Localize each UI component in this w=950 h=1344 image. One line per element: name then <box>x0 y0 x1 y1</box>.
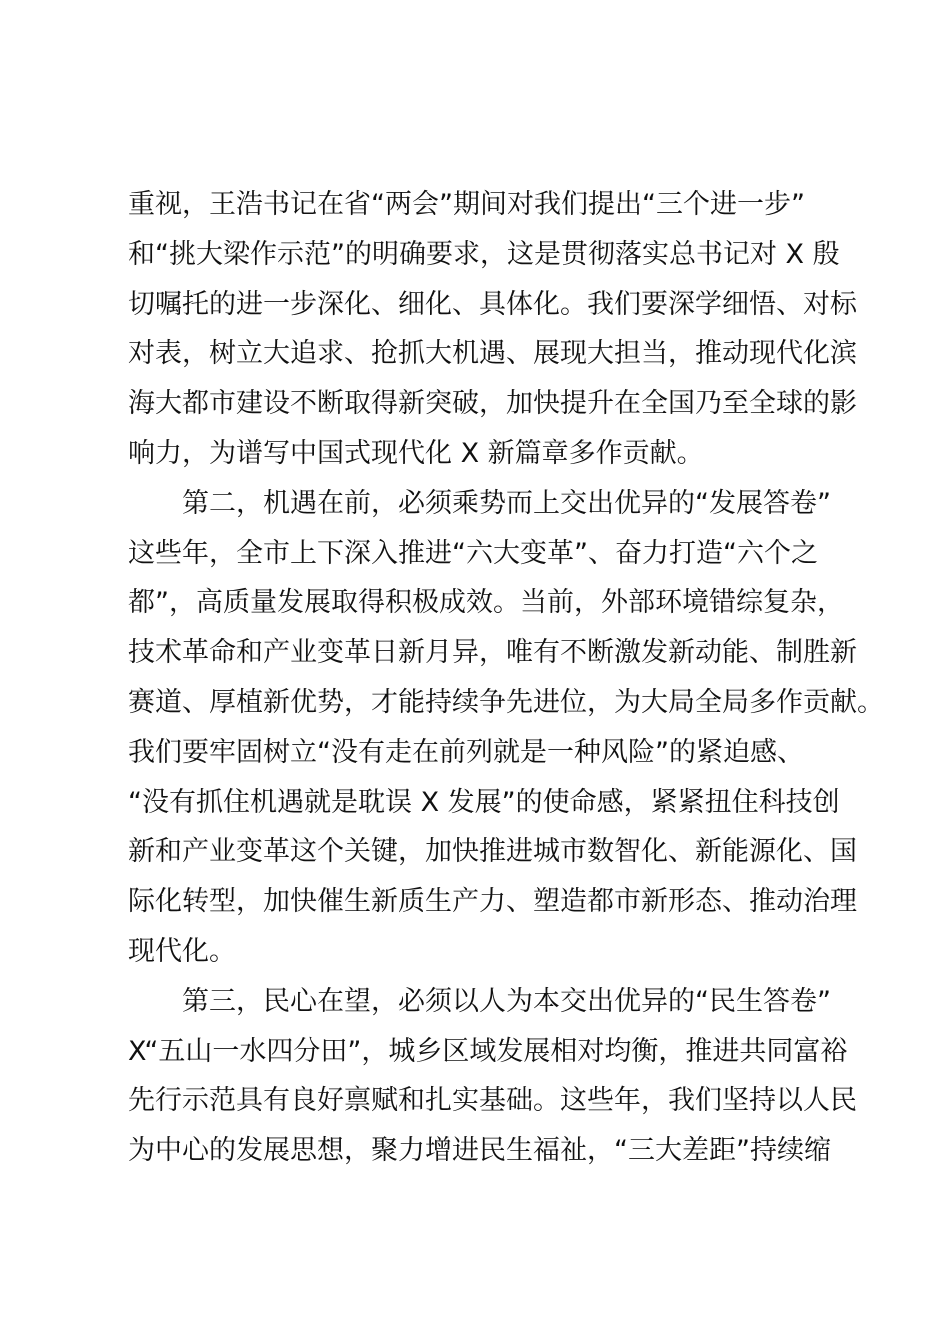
text-line: 响力，为谱写中国式现代化 X 新篇章多作贡献。 <box>128 437 704 469</box>
text-line: 先行示范具有良好禀赋和扎实基础。这些年，我们坚持以人民 <box>128 1085 857 1117</box>
section-heading: 第三，民心在望，必须以人为本交出优异的“民生答卷” <box>182 985 831 1017</box>
text-line: 现代化。 <box>128 935 236 967</box>
body-text <box>128 180 884 1176</box>
text-line: 际化转型，加快催生新质生产力、塑造都市新形态、推动治理 <box>128 886 857 918</box>
text-line: 切嘱托的进一步深化、细化、具体化。我们要深学细悟、对标 <box>128 288 857 320</box>
text-line: 赛道、厚植新优势，才能持续争先进位，为大局全局多作贡献。 <box>128 686 884 718</box>
text-line: 重视，王浩书记在省“两会”期间对我们提出“三个进一步” <box>128 189 805 220</box>
text-line: 我们要牢固树立“没有走在前列就是一种风险”的紧迫感、 <box>128 736 804 768</box>
text-line: 这些年，全市上下深入推进“六大变革”、奋力打造“六个之 <box>128 537 818 569</box>
text-line: “没有抓住机遇就是耽误 X 发展”的使命感，紧紧扭住科技创 <box>128 786 840 818</box>
text-line: X“五山一水四分田”，城乡区域发展相对均衡，推进共同富裕 <box>128 1035 848 1067</box>
text-line: 新和产业变革这个关键，加快推进城市数智化、新能源化、国 <box>128 836 857 868</box>
text-line: 对表，树立大追求、抢抓大机遇、展现大担当，推动现代化滨 <box>128 338 857 370</box>
section-heading: 第二，机遇在前，必须乘势而上交出优异的“发展答卷” <box>182 487 831 519</box>
text-line: 为中心的发展思想，聚力增进民生福祉，“三大差距”持续缩 <box>128 1135 831 1167</box>
text-line: 和“挑大梁作示范”的明确要求，这是贯彻落实总书记对 X 殷 <box>128 238 840 270</box>
text-line: 海大都市建设不断取得新突破，加快提升在全国乃至全球的影 <box>128 388 857 420</box>
text-line: 技术革命和产业变革日新月异，唯有不断激发新动能、制胜新 <box>128 637 857 669</box>
text-line: 都”，高质量发展取得积极成效。当前，外部环境错综复杂， <box>128 587 844 619</box>
